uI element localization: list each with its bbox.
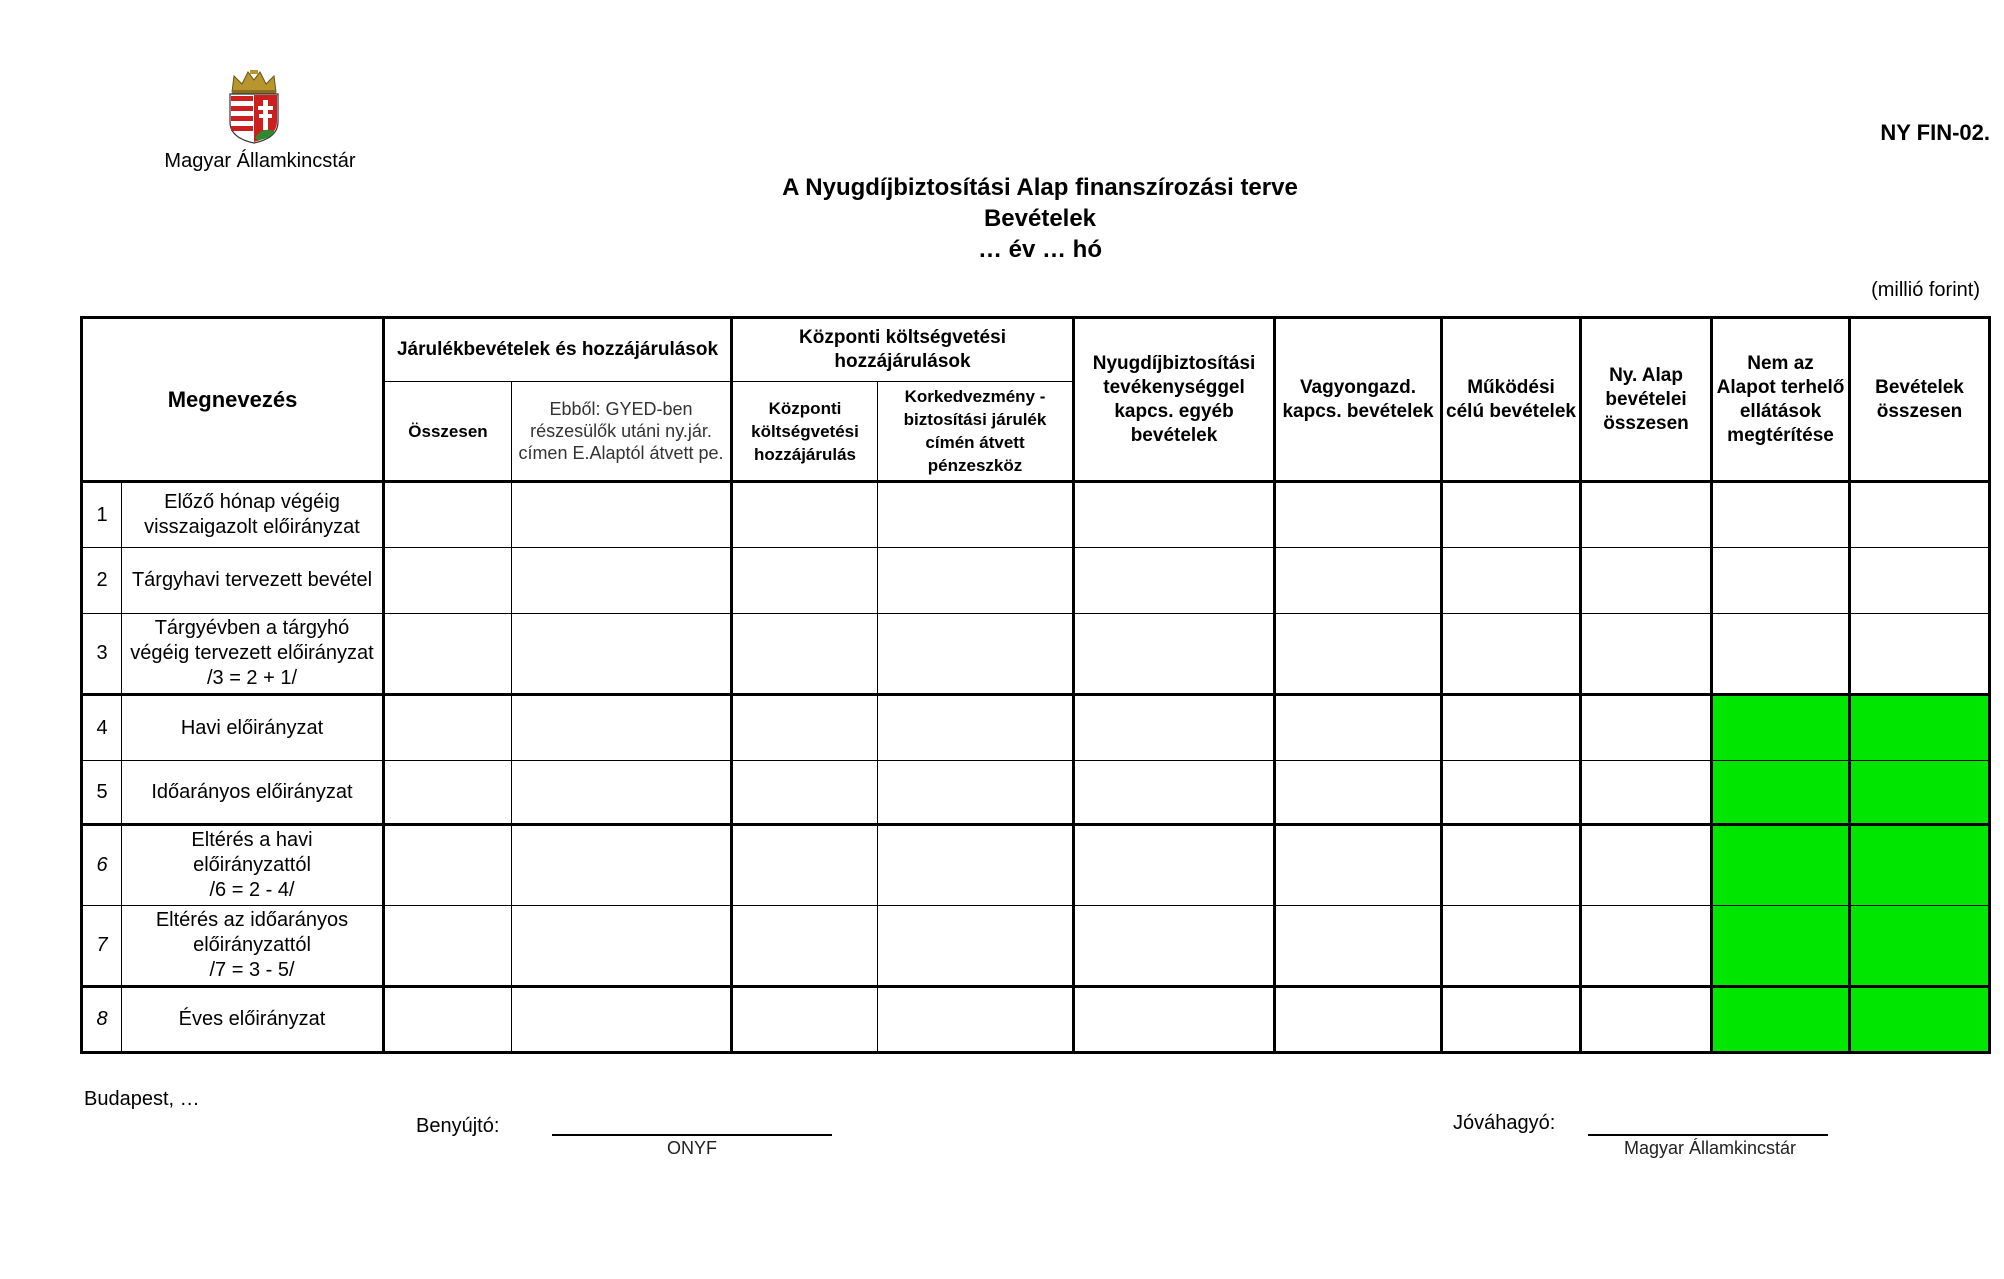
cell-disabled [1850,695,1990,761]
cell[interactable] [1442,761,1581,825]
cell[interactable] [1275,614,1442,695]
cell[interactable] [512,482,732,548]
row-label: Időarányos előirányzat [122,761,384,825]
col-header-other-revenue: Nyugdíjbiztosítási tevékenységgel kapcs. egyéb bevételek [1074,318,1275,482]
cell[interactable] [384,482,512,548]
row-label-line: előirányzattól [193,854,311,876]
cell[interactable] [1074,906,1275,987]
cell[interactable] [384,695,512,761]
row-label: Havi előirányzat [122,695,384,761]
cell[interactable] [1581,695,1712,761]
table-row [82,482,1990,548]
table-row [82,987,1990,1053]
cell[interactable] [1581,987,1712,1053]
cell-disabled [1850,906,1990,987]
cell[interactable] [384,761,512,825]
row-number: 7 [82,906,122,987]
cell[interactable] [1074,614,1275,695]
table-row [82,614,1990,695]
cell[interactable] [1712,614,1850,695]
row-number: 5 [82,761,122,825]
cell[interactable] [384,825,512,906]
col-header-contrib-total: Összesen [384,382,512,482]
cell[interactable] [1442,906,1581,987]
form-code: NY FIN-02. [1880,120,1990,145]
org-name: Magyar Államkincstár [164,150,356,172]
cell[interactable] [1581,906,1712,987]
cell[interactable] [1074,482,1275,548]
cell[interactable] [878,695,1074,761]
cell[interactable] [1074,761,1275,825]
cell-disabled [1850,761,1990,825]
cell[interactable] [1850,614,1990,695]
row-label-line: Eltérés a havi [191,829,313,851]
row-number: 6 [82,825,122,906]
approver-signature-line[interactable] [1588,1134,1828,1136]
cell[interactable] [1275,987,1442,1053]
cell[interactable] [1581,548,1712,614]
cell[interactable] [878,906,1074,987]
row-label-line: előirányzattól [193,934,311,956]
cell[interactable] [1275,548,1442,614]
cell[interactable] [512,825,732,906]
cell-disabled [1712,987,1850,1053]
header-row-1 [82,318,1990,382]
page-subtitle: Bevételek [983,205,1097,232]
approver-label: Jóváhagyó: [1453,1112,1556,1134]
cell[interactable] [878,825,1074,906]
col-group-contributions: Járulékbevételek és hozzájárulások [384,318,732,382]
hungarian-coat-of-arms-icon [224,70,284,144]
cell[interactable] [1850,482,1990,548]
row-number: 3 [82,614,122,695]
cell[interactable] [384,548,512,614]
row-number: 8 [82,987,122,1053]
row-label: Előző hónap végéig visszaigazolt előirányzat [122,482,384,548]
cell[interactable] [1275,761,1442,825]
cell[interactable] [512,614,732,695]
cell[interactable] [1442,695,1581,761]
cell[interactable] [1581,761,1712,825]
col-header-operating-revenue: Működési célú bevételek [1442,318,1581,482]
cell[interactable] [512,987,732,1053]
cell[interactable] [384,614,512,695]
cell[interactable] [1074,548,1275,614]
cell[interactable] [1442,825,1581,906]
cell-disabled [1850,825,1990,906]
cell[interactable] [732,482,878,548]
cell[interactable] [732,614,878,695]
col-header-asset-revenue: Vagyongazd. kapcs. bevételek [1275,318,1442,482]
cell-disabled [1850,987,1990,1053]
submitter-signature-line[interactable] [552,1134,832,1136]
unit-label: (millió forint) [1871,279,1980,301]
table-row [82,761,1990,825]
col-header-reimbursement: Nem az Alapot terhelő ellátások megtérítése [1712,318,1850,482]
col-header-korkedvezmeny: Korkedvezmény - biztosítási járulék címén átvett pénzeszköz [878,382,1074,482]
cell-disabled [1712,825,1850,906]
table-row [82,695,1990,761]
submitter-label: Benyújtó: [416,1115,500,1137]
table-row [82,548,1990,614]
cell[interactable] [512,761,732,825]
cell[interactable] [1850,548,1990,614]
col-header-gyed: Ebből: GYED-ben részesülők utáni ny.jár. címen E.Alaptól átvett pe. [512,382,732,482]
cell[interactable] [512,548,732,614]
cell[interactable] [1074,695,1275,761]
col-header-name: Megnevezés [82,318,384,482]
row-formula: /7 = 3 - 5/ [209,959,295,981]
cell[interactable] [512,906,732,987]
cell-disabled [1712,906,1850,987]
title-block [600,172,1480,265]
cell[interactable] [878,614,1074,695]
submitter-name: ONYF [666,1138,717,1158]
row-number: 1 [82,482,122,548]
row-number: 4 [82,695,122,761]
row-label: Tárgyévben a tárgyhó végéig tervezett előirányzat /3 = 2 + 1/ [122,614,384,695]
col-header-fund-total: Ny. Alap bevételei összesen [1581,318,1712,482]
cell[interactable] [732,906,878,987]
cell[interactable] [732,761,878,825]
cell[interactable] [1074,987,1275,1053]
col-header-grand-total: Bevételek összesen [1850,318,1990,482]
cell[interactable] [1275,482,1442,548]
row-label: Éves előirányzat [122,987,384,1053]
row-label [122,906,384,987]
place-date: Budapest, … [84,1088,200,1110]
cell[interactable] [1581,482,1712,548]
row-label [122,825,384,906]
cell-disabled [1712,761,1850,825]
cell[interactable] [1581,614,1712,695]
table-row [82,906,1990,987]
cell[interactable] [1442,548,1581,614]
cell[interactable] [1442,987,1581,1053]
cell[interactable] [732,987,878,1053]
cell[interactable] [1275,825,1442,906]
col-group-central: Központi költségvetési hozzájárulások [732,318,1074,382]
cell-disabled [1712,695,1850,761]
cell[interactable] [384,906,512,987]
cell[interactable] [878,987,1074,1053]
approver-name: Magyar Államkincstár [1623,1138,1797,1158]
financing-plan-table [80,316,1991,1054]
cell[interactable] [878,482,1074,548]
col-header-central-contrib: Központi költségvetési hozzájárulás [732,382,878,482]
cell[interactable] [732,695,878,761]
cell[interactable] [512,695,732,761]
cell[interactable] [878,761,1074,825]
cell[interactable] [1442,614,1581,695]
cell[interactable] [1074,825,1275,906]
cell[interactable] [384,987,512,1053]
row-label: Tárgyhavi tervezett bevétel [122,548,384,614]
page-title: A Nyugdíjbiztosítási Alap finanszírozási terve [782,174,1298,201]
row-label-line: Eltérés az időarányos [155,909,349,931]
cell[interactable] [878,548,1074,614]
cell[interactable] [1275,906,1442,987]
cell[interactable] [1712,548,1850,614]
cell[interactable] [732,825,878,906]
cell[interactable] [732,548,878,614]
cell[interactable] [1275,695,1442,761]
row-formula: /6 = 2 - 4/ [209,879,295,901]
table-row [82,825,1990,906]
cell[interactable] [1581,825,1712,906]
row-number: 2 [82,548,122,614]
cell[interactable] [1712,482,1850,548]
cell[interactable] [1442,482,1581,548]
period-line: … év … hó [977,236,1103,263]
